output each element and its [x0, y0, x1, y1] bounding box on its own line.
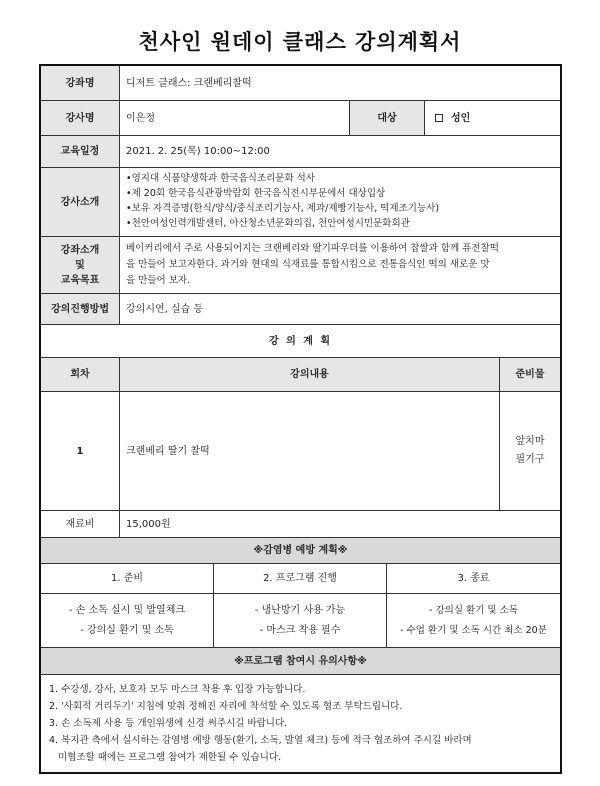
goal-label-line: 교육목표 — [60, 274, 100, 286]
goal-label — [41, 237, 120, 293]
goal-label-line: 강좌소개 — [60, 244, 100, 256]
prevention-item: - 강의실 환기 및 소독 — [429, 604, 518, 616]
bio-row — [41, 168, 560, 237]
fee-row — [41, 511, 560, 538]
prevention-header: ※감염병 예방 계획※ — [253, 545, 348, 556]
prevention-col-progress: 2. 프로그램 진행 — [214, 564, 387, 593]
notes-list — [41, 675, 560, 772]
notes-row — [41, 675, 560, 772]
prevention-item: - 수업 환기 및 소독 시간 최소 20분 — [400, 624, 547, 636]
method-value: 강의시연, 실습 등 — [126, 303, 204, 315]
col-materials: 준비물 — [500, 358, 560, 391]
goal-line: 을 만들어 보고자한다. 과거와 현대의 식재료를 통합시킴으로 전통음식인 떡의 새로운 맛 — [126, 259, 490, 270]
note-item: 4. 복지관 측에서 실시하는 감염병 예방 행동(환기, 소독, 발열 체크) 등에 적극 협조하여 주시길 바라며 — [49, 735, 472, 746]
note-item: 미협조할 때에는 프로그램 참여가 제한될 수 있습니다. — [49, 752, 282, 763]
goal-line: 을 만들어 보자. — [126, 275, 191, 286]
target-value: 성인 — [451, 112, 471, 124]
notes-header-row — [41, 648, 560, 675]
prevention-items-row — [41, 594, 560, 648]
prevention-item: - 강의실 환기 및 소독 — [80, 624, 174, 636]
prevention-item: - 냉난방기 사용 가능 — [254, 604, 346, 616]
course-row — [41, 66, 560, 101]
course-label: 강좌명 — [41, 66, 120, 100]
bio-line: •천안여성인력개발센터, 아산청소년문화의집, 천안여성시민문화회관 — [126, 218, 410, 229]
method-label: 강의진행방법 — [41, 294, 120, 324]
prevention-prepare-list — [41, 594, 214, 647]
prevention-item: - 손 소독 실시 및 발열체크 — [68, 604, 186, 616]
plan-header: 강 의 계 획 — [268, 335, 333, 347]
method-row — [41, 294, 560, 325]
prevention-col-finish: 3. 종료 — [457, 573, 490, 584]
prevention-finish-list — [387, 594, 560, 647]
target-cell — [425, 101, 560, 135]
prevention-header-row — [41, 538, 560, 564]
bio-label: 강사소개 — [41, 168, 120, 236]
material-item: 앞치마 — [515, 436, 545, 447]
col-content: 강의내용 — [120, 358, 500, 391]
date-label: 교육일정 — [41, 136, 120, 167]
target-label: 대상 — [350, 101, 425, 135]
fee-label: 재료비 — [41, 511, 120, 537]
bio-line: •보유 자격증명(한식/양식/중식조리기능사, 제과/제빵기능사, 떡제조기능사) — [126, 203, 440, 214]
plan-columns-row — [41, 358, 560, 392]
session-content: 크랜베리 딸기 찰떡 — [120, 392, 500, 510]
goal-text — [120, 237, 560, 293]
notes-header: ※프로그램 참여시 유의사항※ — [234, 655, 367, 667]
session-number: 1 — [41, 392, 120, 510]
instructor-row — [41, 101, 560, 136]
prevention-columns-row — [41, 564, 560, 594]
goal-row — [41, 237, 560, 294]
bio-line: •영지대 식품양생학과 한국음식조리문화 석사 — [126, 173, 316, 184]
goal-line: 베이커리에서 주로 사용되어지는 크랜베리와 딸기파우더를 이용하여 찹쌀과 함께 퓨전찰떡 — [126, 243, 499, 254]
course-value: 디저트 클래스: 크랜베리찰떡 — [126, 77, 252, 89]
session-materials — [500, 392, 560, 510]
date-value: 2021. 2. 25(목) 10:00~12:00 — [126, 146, 270, 157]
plan-header-row — [41, 325, 560, 358]
date-row — [41, 136, 560, 168]
note-item: 2. '사회적 거리두기' 지침에 맞춰 정해진 자리에 착석할 수 있도록 협조 부탁드립니다. — [49, 701, 403, 712]
instructor-value: 이은정 — [120, 101, 350, 135]
bio-line: •제 20회 한국음식관광박람회 한국음식전시부문에서 대상입상 — [126, 188, 386, 199]
note-item: 1. 수강생, 강사, 보호자 모두 마스크 착용 후 입장 가능합니다. — [49, 684, 306, 695]
note-item: 3. 손 소독제 사용 등 개인위생에 신경 써주시길 바랍니다. — [49, 718, 288, 729]
prevention-progress-list — [214, 594, 387, 647]
plan-session-row — [41, 392, 560, 511]
prevention-col-prepare: 1. 준비 — [41, 564, 214, 593]
goal-label-line: 및 — [75, 259, 85, 271]
prevention-item: - 마스크 착용 필수 — [259, 624, 341, 636]
fee-value: 15,000원 — [126, 518, 171, 530]
syllabus-table — [39, 64, 562, 774]
instructor-label: 강사명 — [41, 101, 120, 135]
bio-list — [120, 168, 560, 236]
material-item: 필기구 — [515, 454, 545, 465]
col-session: 회차 — [41, 358, 120, 391]
target-checkbox[interactable] — [435, 114, 443, 122]
page-title: 천사인 원데이 클래스 강의계획서 — [138, 30, 462, 54]
